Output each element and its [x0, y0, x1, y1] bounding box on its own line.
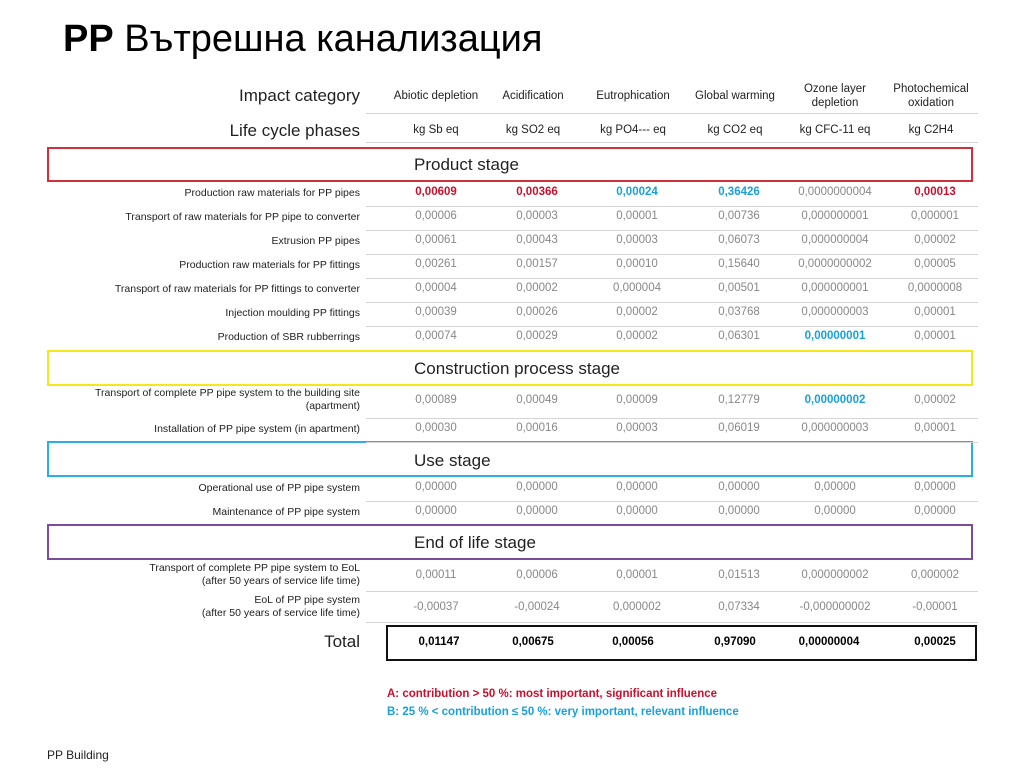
- row-divider: [366, 501, 978, 502]
- table-cell: 0,15640: [718, 258, 760, 270]
- unit-acidification: kg SO2 eq: [505, 124, 561, 136]
- table-cell: 0,00000: [914, 481, 956, 493]
- table-cell: 0,01513: [718, 569, 760, 581]
- row-label-line: EoL of PP pipe system: [254, 594, 360, 606]
- table-cell: 0,00157: [516, 258, 558, 270]
- table-cell: -0,000000002: [799, 601, 871, 613]
- impact-category-label: Impact category: [239, 86, 360, 105]
- use-stage-label: Use stage: [414, 451, 491, 470]
- table-cell: 0,00000: [415, 505, 457, 517]
- table-cell: 0,00024: [616, 186, 658, 198]
- construction-stage-label: Construction process stage: [414, 359, 620, 378]
- table-cell: 0,00074: [415, 330, 457, 342]
- table-cell: 0,00609: [415, 186, 457, 198]
- total-eutrophication: 0,00056: [612, 636, 654, 648]
- total-global-warming: 0,97090: [714, 636, 756, 648]
- table-cell: 0,00000: [814, 505, 856, 517]
- row-divider: [366, 230, 978, 231]
- table-cell: 0,00000: [718, 505, 760, 517]
- col-header-abiotic: Abiotic depletion: [393, 90, 479, 102]
- table-cell: 0,00000: [516, 505, 558, 517]
- row-divider: [366, 442, 978, 443]
- legend-b: B: 25 % < contribution ≤ 50 %: very important, relevant influence: [387, 706, 739, 718]
- table-cell: 0,00000: [516, 481, 558, 493]
- table-cell: 0,00000002: [804, 394, 866, 406]
- table-cell: 0,00039: [415, 306, 457, 318]
- unit-eutrophication: kg PO4--- eq: [600, 124, 666, 136]
- slide-title-rest: Вътрешна канализация: [124, 18, 543, 60]
- header-divider: [366, 113, 978, 114]
- row-divider: [366, 206, 978, 207]
- row-label: Production of SBR rubberrings: [217, 331, 360, 343]
- unit-global-warming: kg CO2 eq: [707, 124, 763, 136]
- table-cell: 0,0000000004: [798, 186, 872, 198]
- eol-stage-label: End of life stage: [414, 533, 536, 552]
- row-label: Operational use of PP pipe system: [198, 482, 360, 494]
- table-cell: 0,00004: [415, 282, 457, 294]
- footer-label: PP Building: [47, 748, 109, 762]
- table-cell: 0,00000: [718, 481, 760, 493]
- table-cell: 0,00000: [616, 481, 658, 493]
- table-cell: 0,03768: [718, 306, 760, 318]
- table-cell: 0,00000: [814, 481, 856, 493]
- table-cell: 0,000000001: [801, 210, 869, 222]
- row-divider: [366, 278, 978, 279]
- table-cell: 0,36426: [718, 186, 760, 198]
- legend-a: A: contribution > 50 %: most important, significant influence: [387, 688, 718, 700]
- table-cell: 0,00366: [516, 186, 558, 198]
- row-label: Transport of raw materials for PP fittings to converter: [114, 283, 360, 295]
- total-acidification: 0,00675: [512, 636, 554, 648]
- row-label: Extrusion PP pipes: [271, 235, 360, 247]
- row-label: Production raw materials for PP fittings: [179, 259, 360, 271]
- table-cell: 0,00013: [914, 186, 956, 198]
- row-label-line: (apartment): [305, 400, 360, 412]
- row-label: Installation of PP pipe system (in apartment): [154, 423, 360, 435]
- table-cell: -0,00024: [514, 601, 560, 613]
- table-cell: 0,0000008: [907, 282, 963, 294]
- row-divider: [366, 591, 978, 592]
- total-abiotic: 0,01147: [418, 636, 460, 648]
- table-cell: 0,00000: [914, 505, 956, 517]
- table-cell: 0,00016: [516, 422, 558, 434]
- table-cell: 0,000000002: [801, 569, 869, 581]
- table-cell: -0,00001: [912, 601, 958, 613]
- table-cell: 0,00003: [516, 210, 558, 222]
- col-header-ozone: Ozone layer depletion: [803, 83, 866, 109]
- table-cell: 0,12779: [718, 394, 760, 406]
- slide-title: [63, 18, 542, 61]
- product-stage-label: Product stage: [414, 155, 519, 174]
- table-cell: 0,000000003: [801, 306, 869, 318]
- table-cell: 0,00005: [914, 258, 956, 270]
- table-cell: 0,000004: [613, 282, 661, 294]
- row-divider: [366, 622, 978, 623]
- table-cell: 0,00001: [914, 330, 956, 342]
- table-cell: 0,00501: [718, 282, 760, 294]
- row-label-line: (after 50 years of service life time): [201, 607, 360, 619]
- table-cell: 0,00002: [616, 306, 658, 318]
- table-cell: 0,00049: [516, 394, 558, 406]
- unit-photochemical: kg C2H4: [908, 124, 954, 136]
- table-cell: 0,00029: [516, 330, 558, 342]
- table-cell: 0,000002: [911, 569, 959, 581]
- row-label: Maintenance of PP pipe system: [212, 506, 360, 518]
- header-divider: [366, 142, 978, 143]
- row-divider: [366, 326, 978, 327]
- unit-abiotic: kg Sb eq: [413, 124, 459, 136]
- table-cell: 0,00261: [415, 258, 457, 270]
- table-cell: 0,00011: [415, 569, 457, 581]
- row-divider: [366, 418, 978, 419]
- table-cell: 0,00001: [914, 306, 956, 318]
- table-cell: 0,000000004: [801, 234, 869, 246]
- table-cell: 0,000000001: [801, 282, 869, 294]
- table-cell: 0,00006: [415, 210, 457, 222]
- row-label: Production raw materials for PP pipes: [184, 187, 360, 199]
- col-header-photochemical: Photochemical oxidation: [893, 83, 969, 109]
- table-cell: 0,00043: [516, 234, 558, 246]
- table-cell: 0,00000: [616, 505, 658, 517]
- total-label: Total: [324, 632, 360, 651]
- table-cell: 0,00003: [616, 422, 658, 434]
- table-cell: 0,06301: [718, 330, 760, 342]
- col-header-eutrophication: Eutrophication: [596, 90, 670, 102]
- table-cell: 0,00010: [616, 258, 658, 270]
- total-photochemical: 0,00025: [914, 636, 956, 648]
- table-cell: 0,00002: [914, 394, 956, 406]
- table-cell: 0,00006: [516, 569, 558, 581]
- table-cell: 0,00002: [914, 234, 956, 246]
- table-cell: 0,000000003: [801, 422, 869, 434]
- table-cell: 0,0000000002: [798, 258, 872, 270]
- row-divider: [366, 302, 978, 303]
- table-cell: 0,00061: [415, 234, 457, 246]
- unit-ozone: kg CFC-11 eq: [799, 124, 871, 136]
- table-cell: 0,00030: [415, 422, 457, 434]
- row-label: [40, 594, 360, 620]
- row-label-line: Transport of complete PP pipe system to EoL: [149, 562, 360, 574]
- row-label: Injection moulding PP fittings: [225, 307, 360, 319]
- use-stage-box: [47, 441, 973, 477]
- table-cell: 0,06073: [718, 234, 760, 246]
- table-cell: 0,00009: [616, 394, 658, 406]
- table-cell: 0,07334: [718, 601, 760, 613]
- table-cell: 0,00002: [616, 330, 658, 342]
- col-header-acidification: Acidification: [502, 90, 564, 102]
- table-cell: 0,00002: [516, 282, 558, 294]
- row-label: [40, 562, 360, 588]
- table-cell: 0,00001: [616, 210, 658, 222]
- row-label: [40, 387, 360, 413]
- table-cell: 0,00000: [415, 481, 457, 493]
- table-cell: 0,00001: [616, 569, 658, 581]
- table-cell: 0,000002: [613, 601, 661, 613]
- col-header-global-warming: Global warming: [695, 90, 775, 102]
- life-cycle-label: Life cycle phases: [229, 121, 360, 140]
- row-divider: [366, 254, 978, 255]
- table-cell: 0,06019: [718, 422, 760, 434]
- row-label-line: (after 50 years of service life time): [201, 575, 360, 587]
- table-cell: 0,00089: [415, 394, 457, 406]
- table-cell: 0,00003: [616, 234, 658, 246]
- table-cell: 0,00000001: [804, 330, 866, 342]
- table-cell: -0,00037: [413, 601, 459, 613]
- table-cell: 0,000001: [911, 210, 959, 222]
- slide-title-bold: PP: [63, 18, 114, 60]
- table-cell: 0,00026: [516, 306, 558, 318]
- row-label-line: Transport of complete PP pipe system to the building site: [95, 387, 360, 399]
- table-cell: 0,00736: [718, 210, 760, 222]
- table-cell: 0,00001: [914, 422, 956, 434]
- row-label: Transport of raw materials for PP pipe to converter: [125, 211, 360, 223]
- total-ozone: 0,00000004: [798, 636, 860, 648]
